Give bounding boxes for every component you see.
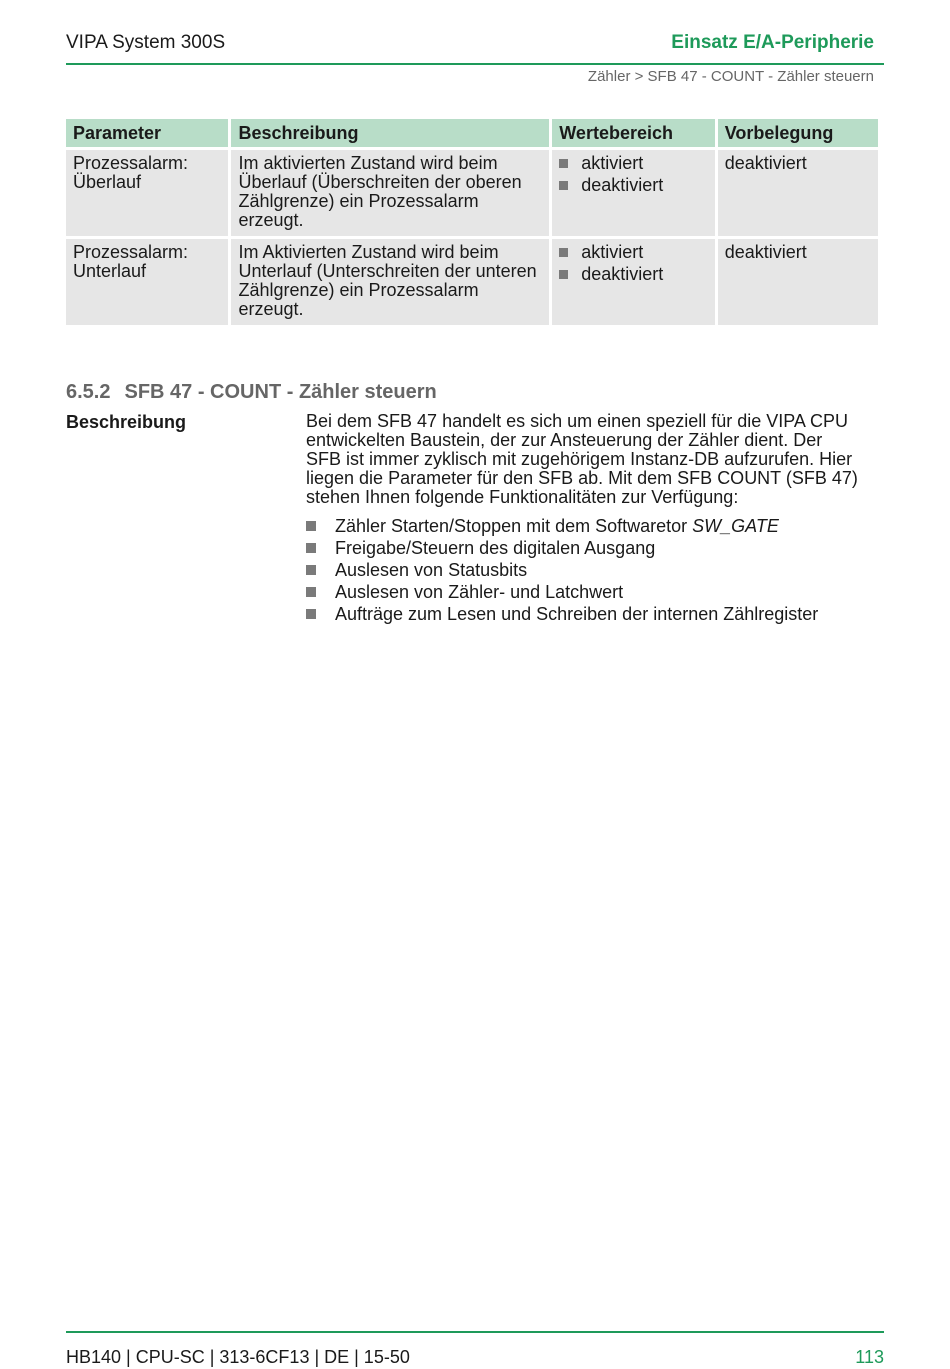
cell-default: deaktiviert [718, 239, 878, 325]
section-heading [66, 381, 437, 404]
range-option-label: aktiviert [581, 242, 644, 262]
description-line: stehen Ihnen folgende Funktionalitäten zur Verfügung: [306, 487, 739, 507]
description-line: liegen die Parameter für den SFB ab. Mit dem SFB COUNT (SFB 47) [306, 468, 858, 488]
parameter-name-line: Unterlauf [73, 261, 147, 281]
list-item [306, 603, 884, 625]
list-item-text: Aufträge zum Lesen und Schreiben der internen Zählregister [335, 603, 819, 624]
range-option [559, 176, 707, 195]
square-bullet-icon [559, 270, 568, 279]
column-header-parameter: Parameter [66, 119, 228, 147]
description-text [306, 412, 884, 507]
list-item-text: Auslesen von Statusbits [335, 559, 528, 580]
range-option [559, 265, 707, 284]
parameter-table [63, 116, 881, 328]
description-line: Überlauf (Überschreiten der oberen [238, 172, 522, 192]
square-bullet-icon [306, 609, 316, 619]
parameter-name-line: Prozessalarm: [73, 153, 189, 173]
cell-parameter [66, 150, 228, 236]
footer-divider [66, 1331, 884, 1333]
list-item [306, 515, 884, 537]
square-bullet-icon [559, 248, 568, 257]
list-item [306, 537, 884, 559]
description-line: SFB ist immer zyklisch mit zugehörigem Instanz-DB aufzurufen. Hier [306, 449, 853, 469]
range-option-label: deaktiviert [581, 264, 664, 284]
code-term: SW_GATE [692, 515, 779, 536]
cell-range [552, 150, 714, 236]
table-header-row [66, 119, 878, 147]
breadcrumb: Zähler > SFB 47 - COUNT - Zähler steuern [587, 68, 874, 85]
description-line: Bei dem SFB 47 handelt es sich um einen speziell für die VIPA CPU [306, 411, 848, 431]
list-item-text: Freigabe/Steuern des digitalen Ausgang [335, 537, 656, 558]
description-line: Zählgrenze) ein Prozessalarm [238, 280, 479, 300]
description-line: Unterlauf (Unterschreiten der unteren [238, 261, 537, 281]
description-line: erzeugt. [238, 210, 304, 230]
list-item [306, 581, 884, 603]
description-line: entwickelten Baustein, der zur Ansteuerung der Zähler dient. Der [306, 430, 823, 450]
parameter-name-line: Überlauf [73, 172, 142, 192]
description-line: Im Aktivierten Zustand wird beim [238, 242, 499, 262]
square-bullet-icon [306, 565, 316, 575]
cell-parameter [66, 239, 228, 325]
column-header-default: Vorbelegung [718, 119, 878, 147]
range-option-label: deaktiviert [581, 175, 664, 195]
description-label: Beschreibung [66, 412, 187, 432]
list-item [306, 559, 884, 581]
cell-default: deaktiviert [718, 150, 878, 236]
range-option [559, 154, 707, 173]
section-number: 6.5.2 [66, 381, 111, 403]
column-header-description: Beschreibung [231, 119, 549, 147]
square-bullet-icon [559, 159, 568, 168]
header-title: VIPA System 300S [66, 32, 226, 53]
column-header-range: Wertebereich [552, 119, 714, 147]
chapter-title: Einsatz E/A-Peripherie [671, 32, 874, 53]
header-divider [66, 63, 884, 65]
square-bullet-icon [306, 521, 316, 531]
footer-document-id: HB140 | CPU-SC | 313-6CF13 | DE | 15-50 [66, 1347, 410, 1367]
section-title: SFB 47 - COUNT - Zähler steuern [124, 381, 437, 403]
description-line: erzeugt. [238, 299, 304, 319]
table-row [66, 239, 878, 325]
table-row [66, 150, 878, 236]
parameter-name-line: Prozessalarm: [73, 242, 189, 262]
range-option-label: aktiviert [581, 153, 644, 173]
list-item-text: Auslesen von Zähler- und Latchwert [335, 581, 624, 602]
page-number: 113 [855, 1347, 884, 1367]
cell-description [231, 150, 549, 236]
square-bullet-icon [306, 543, 316, 553]
description-line: Zählgrenze) ein Prozessalarm [238, 191, 479, 211]
square-bullet-icon [559, 181, 568, 190]
range-option [559, 243, 707, 262]
description-line: Im aktivierten Zustand wird beim [238, 153, 498, 173]
cell-description [231, 239, 549, 325]
square-bullet-icon [306, 587, 316, 597]
cell-range [552, 239, 714, 325]
feature-list [306, 515, 884, 625]
list-item-text: Zähler Starten/Stoppen mit dem Softwaretor SW_GATE [335, 515, 779, 536]
